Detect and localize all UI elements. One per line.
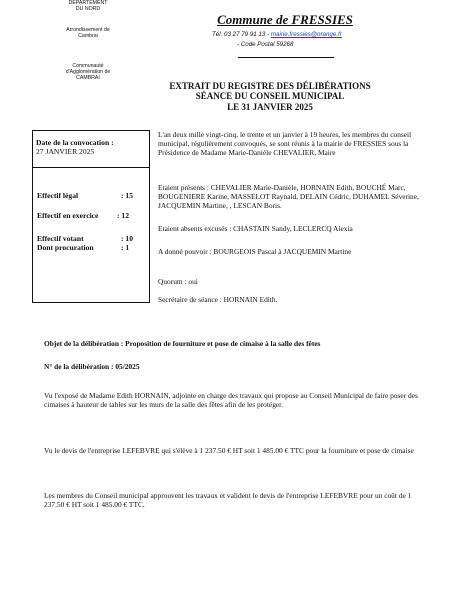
- dont-procuration: [37, 243, 129, 252]
- arrondissement-line1: Arrondissement de: [66, 27, 110, 33]
- communaute-line2: d'Agglomération de: [65, 69, 111, 76]
- effectif-legal-label: Effectif légal: [37, 191, 79, 200]
- title-line1: EXTRAIT DU REGISTRE DES DÉLIBÉRATIONS: [169, 81, 371, 91]
- commune-contact-line: [212, 31, 412, 38]
- presents-list: Etaient présents : CHEVALIER Marie-Danièle, HORNAIN Edith, BOUCHÉ Marc, BOUGENIERE Karine, MASSELOT Raynald, DELAIN Cédric, DUHAMEL Séverine, JACQUEMIN Martine, , LESCAN Boris.: [158, 183, 419, 210]
- communaute-line3: CAMBRAI: [76, 75, 100, 82]
- effectif-votant-value: : 10: [121, 234, 134, 243]
- convocation-label: Date de la convocation :: [36, 138, 114, 147]
- quorum-line: Quorum : oui: [158, 277, 198, 286]
- procuration-label: Dont procuration: [37, 243, 94, 252]
- communaute-block: [38, 63, 138, 82]
- effectif-exercice: [37, 211, 129, 220]
- absents-list: Etaient absents excusés : CHASTAIN Sandy, LECLERCQ Alexia: [158, 224, 353, 233]
- session-intro: L'an deux mille vingt-cinq, le trente et un janvier à 19 heures, les membres du conseil municipal, régulièrement convoqués, se sont réunis à la mairie de FRESSIES sous la Présidence de Madame Marie-Danièle CHEVALIER, Maire: [158, 130, 412, 157]
- commune-email-link[interactable]: mairie.fressies@orange.fr: [270, 31, 342, 38]
- effectif-exercice-label: Effectif en exercice: [37, 211, 99, 220]
- secretaire-line: Secrétaire de séance : HORNAIN Edith.: [158, 295, 278, 304]
- effectif-legal-value: : 15: [121, 191, 134, 200]
- deliberation-objet: Objet de la délibération : Proposition de fourniture et pose de cimaise à la salle des fêtes: [44, 339, 321, 348]
- department-line1: DEPARTEMENT: [68, 0, 108, 6]
- pouvoir-line: A donné pouvoir : BOURGEOIS Pascal à JACQUEMIN Martine: [158, 247, 352, 256]
- paragraph-expose: Vu l'exposé de Madame Edith HORNAIN, adjointe en charge des travaux qui propose au Conseil Municipal de faire poser des cimaises à hauteur de tables sur les murs de la salle des fêtes afin de les protéger.: [44, 391, 418, 409]
- convocation-header: [32, 130, 150, 168]
- arrondissement-line2: Cambrai: [78, 33, 98, 40]
- commune-postal-code: - Code Postal 59268: [237, 41, 294, 48]
- effectif-exercice-value: : 12: [117, 211, 130, 220]
- commune-phone: Tél. 03 27 79 91 13: [212, 31, 266, 38]
- commune-divider: [238, 57, 334, 58]
- effectif-legal: [37, 191, 133, 200]
- commune-title: Commune de FRESSIES: [217, 12, 353, 27]
- paragraph-approbation: Les membres du Conseil municipal approuvent les travaux et valident le devis de l'entreprise LEFEBVRE pour un coût de 1 237.50 € HT soit 1 485.00 € TTC.: [44, 491, 412, 509]
- title-line3: LE 31 JANVIER 2025: [227, 101, 313, 112]
- effectif-votant-label: Effectif votant: [37, 234, 84, 243]
- document-title: [130, 81, 410, 112]
- department-line2: DU NORD: [75, 6, 101, 13]
- title-line2: SÉANCE DU CONSEIL MUNICIPAL: [195, 91, 345, 102]
- convocation-date: 27 JANVIER 2025: [36, 147, 95, 156]
- effectif-votant: [37, 234, 133, 243]
- arrondissement-block: [38, 27, 138, 39]
- commune-separator: -: [267, 31, 270, 38]
- department-block: [38, 0, 138, 12]
- procuration-value: : 1: [121, 243, 130, 252]
- communaute-line1: Communauté: [72, 63, 104, 69]
- deliberation-numero: N° de la délibération : 05/2025: [44, 362, 140, 371]
- paragraph-devis: Vu le devis de l'entreprise LEFEBVRE qui s'élève à 1 237.50 € HT soit 1 485.00 € TTC pour la fourniture et pose de cimaise: [44, 446, 414, 455]
